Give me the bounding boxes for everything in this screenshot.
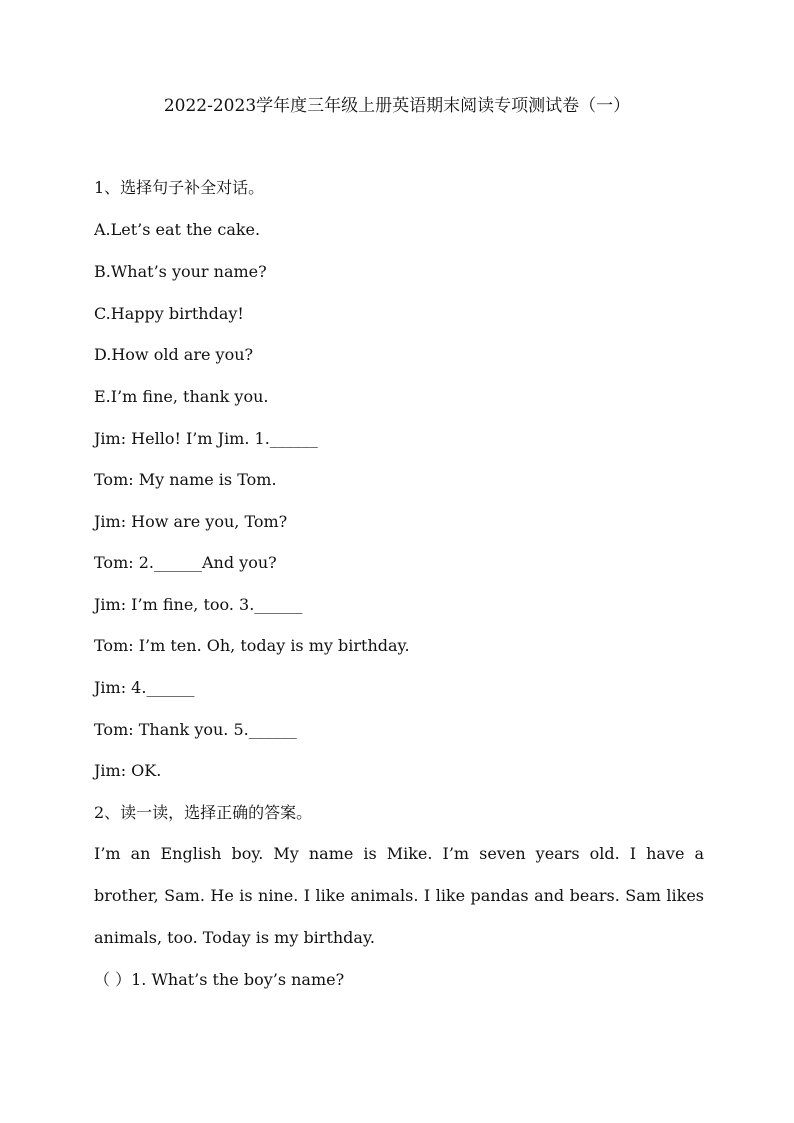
question-1: （ ）1. What’s the boy’s name? bbox=[94, 970, 345, 989]
option-b: B.What’s your name? bbox=[94, 262, 267, 281]
option-e: E.I’m fine, thank you. bbox=[94, 387, 269, 406]
section-1-heading: 1、选择句子补全对话。 bbox=[94, 178, 265, 197]
dialogue-line: Jim: Hello! I’m Jim. 1.______ bbox=[94, 429, 318, 448]
reading-passage: I’m an English boy. My name is Mike. I’m seven years old. I have a brother, Sam. He is nine. I like animals. I like pandas and bears. Sam likes animals, too. Today is my birthday. bbox=[94, 844, 704, 947]
option-d: D.How old are you? bbox=[94, 345, 254, 364]
dialogue-line: Tom: My name is Tom. bbox=[94, 470, 277, 489]
option-c: C.Happy birthday! bbox=[94, 304, 244, 323]
option-a: A.Let’s eat the cake. bbox=[94, 220, 261, 239]
dialogue-line: Tom: 2.______And you? bbox=[94, 553, 277, 572]
dialogue-line: Jim: I’m fine, too. 3.______ bbox=[94, 595, 303, 614]
dialogue-line: Tom: I’m ten. Oh, today is my birthday. bbox=[94, 636, 410, 655]
section-2-heading: 2、读一读，选择正确的答案。 bbox=[94, 803, 313, 822]
page-title: 2022-2023学年度三年级上册英语期末阅读专项测试卷（一） bbox=[163, 96, 631, 116]
dialogue-line: Jim: OK. bbox=[94, 761, 162, 780]
dialogue-line: Jim: How are you, Tom? bbox=[94, 512, 288, 531]
dialogue-line: Jim: 4.______ bbox=[94, 678, 195, 697]
dialogue-line: Tom: Thank you. 5.______ bbox=[94, 720, 297, 739]
